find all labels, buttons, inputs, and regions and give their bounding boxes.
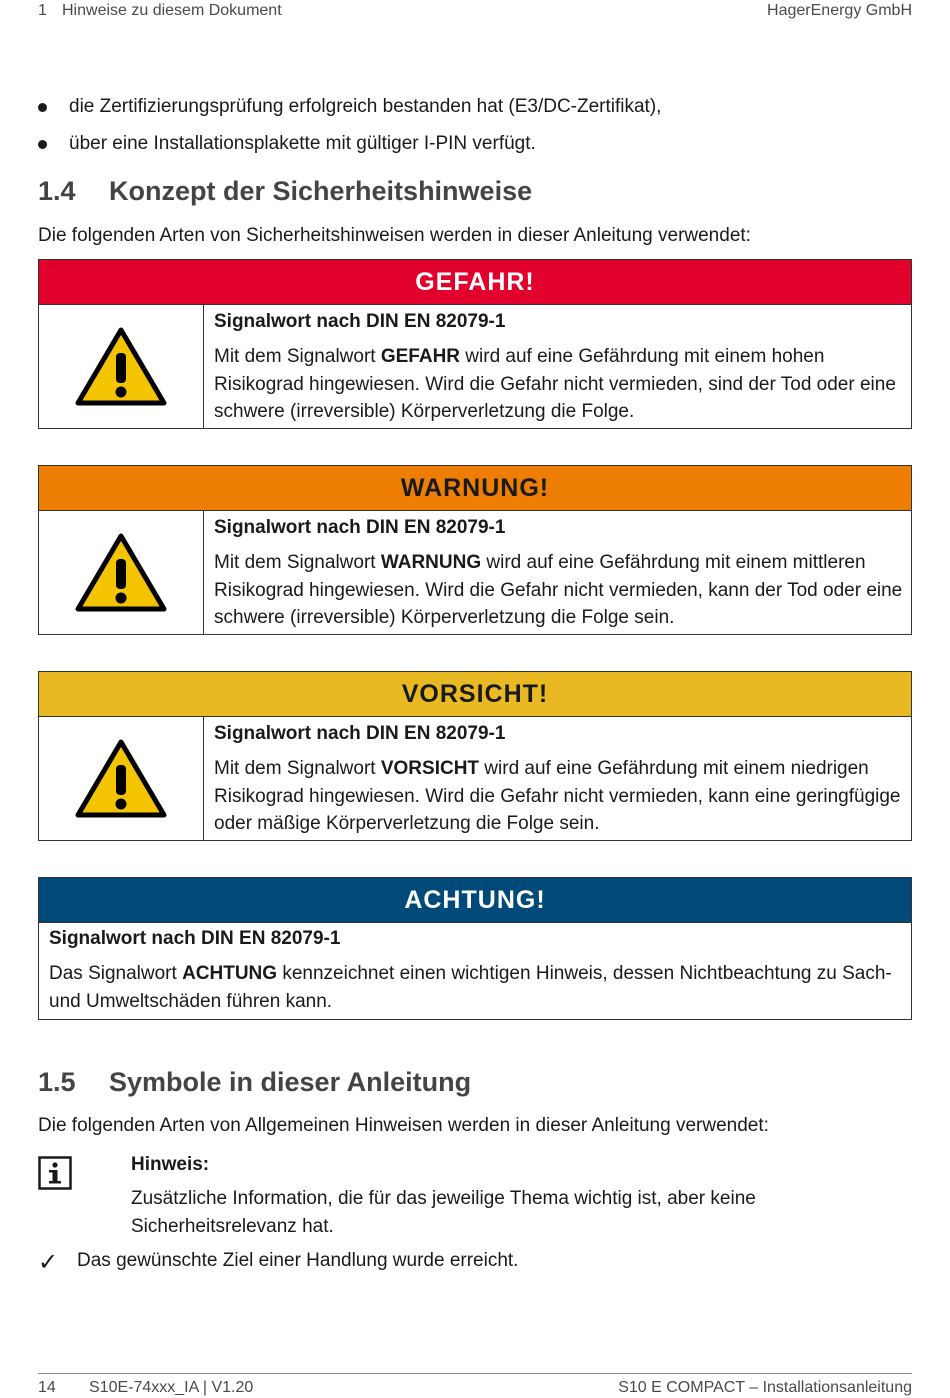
bullet-text: die Zertifizierungsprüfung erfolgreich bestanden hat (E3/DC-Zertifikat),: [69, 96, 662, 117]
body-text: wird auf eine Gefährdung mit einem hohen Risikograd hingewiesen. Wird die Gefahr nicht vermieden, sind der Tod oder eine schwere (irreversible) Körperverletzung die Folge.: [214, 346, 896, 422]
body-text: Mit dem Signalwort: [214, 758, 381, 779]
body-keyword: VORSICHT: [380, 758, 480, 779]
section-title: Symbole in dieser Anleitung: [109, 1067, 472, 1097]
warning-triangle-icon: [39, 305, 204, 428]
body-text: Mit dem Signalwort: [214, 346, 381, 367]
list-item: [38, 94, 908, 131]
body-text: wird auf eine Gefährdung mit einem mittleren Risikograd hingewiesen. Wird die Gefahr nicht vermieden, kann der Tod oder eine schwere (irreversible) Körperverletzung die Folge sein.: [214, 552, 903, 628]
section-heading-1-4: [38, 176, 532, 207]
bullet-icon: [38, 103, 47, 112]
section-heading-1-5: [38, 1067, 471, 1098]
notice-body: [214, 343, 903, 426]
bullet-icon: [38, 140, 47, 149]
warning-notice: [38, 465, 912, 635]
signal-word-subheading: Signalwort nach DIN EN 82079-1: [49, 928, 341, 949]
caution-notice: [38, 671, 912, 841]
page-footer: [38, 1373, 912, 1396]
signal-word-subheading: Signalwort nach DIN EN 82079-1: [214, 311, 506, 332]
section-number: 1.5: [38, 1067, 76, 1097]
body-text: wird auf eine Gefährdung mit einem niedrigen Risikograd hingewiesen. Wird die Gefahr nicht vermieden, kann eine geringfügige oder mäßige Körperverletzung die Folge sein.: [214, 758, 901, 834]
chapter-number: 1: [38, 2, 47, 19]
notice-body: [49, 960, 901, 1015]
notice-box: [38, 877, 912, 1020]
bullet-list: [38, 94, 908, 168]
chapter-title: Hinweise zu diesem Dokument: [62, 2, 282, 19]
list-item: [38, 131, 908, 168]
caution-signal-word: VORSICHT!: [39, 672, 911, 717]
body-text: Das Signalwort: [49, 963, 183, 984]
signal-word-subheading: Signalwort nach DIN EN 82079-1: [214, 517, 506, 538]
company-name: HagerEnergy GmbH: [767, 2, 912, 19]
result-text: Das gewünschte Ziel einer Handlung wurde erreicht.: [77, 1250, 519, 1271]
body-keyword: WARNUNG: [380, 552, 482, 573]
info-icon: [38, 1156, 72, 1195]
body-text: kennzeichnet einen wichtigen Hinweis, dessen Nichtbeachtung zu Sach- und Umweltschäden führen kann.: [49, 963, 892, 1012]
body-keyword: GEFAHR: [380, 346, 461, 367]
warning-triangle-icon: [39, 511, 204, 634]
section-title: Konzept der Sicherheitshinweise: [109, 176, 533, 206]
notice-signal-word: ACHTUNG!: [39, 878, 911, 923]
section-intro: Die folgenden Arten von Sicherheitshinweisen werden in dieser Anleitung verwendet:: [38, 225, 751, 246]
section-number: 1.4: [38, 176, 76, 206]
body-text: Mit dem Signalwort: [214, 552, 381, 573]
check-icon: ✓: [38, 1249, 59, 1276]
page-number: 14: [38, 1379, 56, 1396]
signal-word-subheading: Signalwort nach DIN EN 82079-1: [214, 723, 506, 744]
hint-text: Zusätzliche Information, die für das jeweilige Thema wichtig ist, aber keine Sicherheitsrelevanz hat.: [131, 1188, 756, 1237]
danger-signal-word: GEFAHR!: [39, 260, 911, 305]
notice-body: [214, 549, 903, 632]
page-header: [38, 2, 912, 22]
body-keyword: ACHTUNG: [182, 963, 278, 984]
warning-triangle-icon: [39, 717, 204, 840]
document-id: S10E-74xxx_IA | V1.20: [89, 1379, 254, 1396]
danger-notice: [38, 259, 912, 429]
warning-signal-word: WARNUNG!: [39, 466, 911, 511]
notice-body: [214, 755, 903, 838]
product-title: S10 E COMPACT – Installationsanleitung: [618, 1379, 912, 1396]
section-intro: Die folgenden Arten von Allgemeinen Hinweisen werden in dieser Anleitung verwendet:: [38, 1115, 769, 1136]
hint-title: Hinweis:: [131, 1154, 210, 1175]
bullet-text: über eine Installationsplakette mit gültiger I-PIN verfügt.: [69, 133, 536, 154]
